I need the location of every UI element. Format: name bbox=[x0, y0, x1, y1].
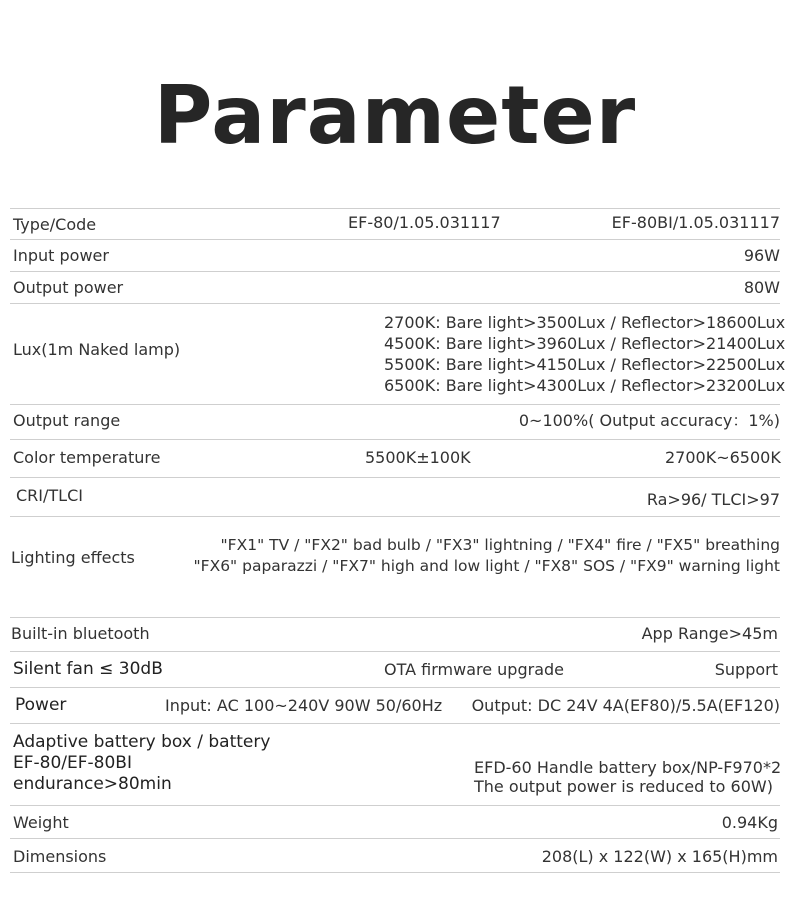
bluetooth-value: App Range>45m bbox=[641, 624, 778, 643]
row-label-output-power: Output power bbox=[13, 278, 124, 297]
row-divider bbox=[10, 516, 780, 517]
row-divider bbox=[10, 651, 780, 652]
row-label-battery: EF-80/EF-80BI bbox=[13, 753, 132, 773]
row-divider bbox=[10, 208, 780, 209]
battery-value-line: The output power is reduced to 60W) bbox=[474, 777, 773, 796]
row-divider bbox=[10, 404, 780, 405]
lux-line: 2700K: Bare light>3500Lux / Reflector>18600Lux bbox=[384, 313, 786, 332]
type-code-ef80: EF-80/1.05.031117 bbox=[348, 213, 501, 232]
row-divider bbox=[10, 477, 780, 478]
row-label-cri: CRI/TLCI bbox=[16, 486, 83, 505]
row-divider bbox=[10, 723, 780, 724]
row-divider bbox=[10, 239, 780, 240]
row-label-type-code: Type/Code bbox=[13, 215, 97, 234]
row-label-weight: Weight bbox=[13, 813, 69, 832]
row-divider bbox=[10, 617, 780, 618]
color-temperature-ef80: 5500K±100K bbox=[365, 448, 471, 467]
row-label-battery: Adaptive battery box / battery bbox=[13, 732, 271, 752]
output-power-value: 80W bbox=[743, 278, 780, 297]
lighting-effects-line: "FX6" paparazzi / "FX7" high and low light / "FX8" SOS / "FX9" warning light bbox=[193, 557, 780, 575]
page-title: Parameter bbox=[153, 69, 637, 162]
row-label-lux: Lux(1m Naked lamp) bbox=[13, 340, 181, 359]
weight-value: 0.94Kg bbox=[721, 813, 778, 832]
row-label-color-temperature: Color temperature bbox=[13, 448, 161, 467]
ota-support-value: Support bbox=[714, 660, 778, 679]
dimensions-value: 208(L) x 122(W) x 165(H)mm bbox=[541, 847, 778, 866]
battery-value-line: EFD-60 Handle battery box/NP-F970*2 bbox=[474, 758, 782, 777]
row-divider bbox=[10, 687, 780, 688]
power-input-value: Input: AC 100~240V 90W 50/60Hz bbox=[165, 696, 443, 715]
ota-firmware-label: OTA firmware upgrade bbox=[384, 660, 564, 679]
color-temperature-ef80bi: 2700K~6500K bbox=[665, 448, 781, 467]
row-divider bbox=[10, 303, 780, 304]
row-label-silent-fan: Silent fan ≤ 30dB bbox=[13, 659, 163, 679]
output-range-value: 0~100%( Output accuracy：1%) bbox=[518, 411, 780, 430]
row-label-dimensions: Dimensions bbox=[13, 847, 107, 866]
row-label-power: Power bbox=[15, 695, 67, 715]
lux-line: 4500K: Bare light>3960Lux / Reflector>21400Lux bbox=[384, 334, 786, 353]
lux-line: 6500K: Bare light>4300Lux / Reflector>23200Lux bbox=[384, 376, 786, 395]
power-output-value: Output: DC 24V 4A(EF80)/5.5A(EF120) bbox=[471, 696, 780, 715]
lux-line: 5500K: Bare light>4150Lux / Reflector>22500Lux bbox=[384, 355, 786, 374]
row-divider bbox=[10, 439, 780, 440]
row-divider bbox=[10, 271, 780, 272]
row-label-bluetooth: Built-in bluetooth bbox=[11, 624, 150, 643]
type-code-ef80bi: EF-80BI/1.05.031117 bbox=[611, 213, 780, 232]
row-divider bbox=[10, 805, 780, 806]
row-divider bbox=[10, 872, 780, 873]
row-label-input-power: Input power bbox=[13, 246, 109, 265]
cri-value: Ra>96/ TLCI>97 bbox=[646, 490, 780, 509]
row-label-battery: endurance>80min bbox=[13, 774, 172, 794]
row-label-output-range: Output range bbox=[13, 411, 121, 430]
lighting-effects-line: "FX1" TV / "FX2" bad bulb / "FX3" lightning / "FX4" fire / "FX5" breathing bbox=[220, 536, 780, 554]
row-label-lighting-effects: Lighting effects bbox=[11, 548, 135, 567]
input-power-value: 96W bbox=[743, 246, 780, 265]
row-divider bbox=[10, 838, 780, 839]
